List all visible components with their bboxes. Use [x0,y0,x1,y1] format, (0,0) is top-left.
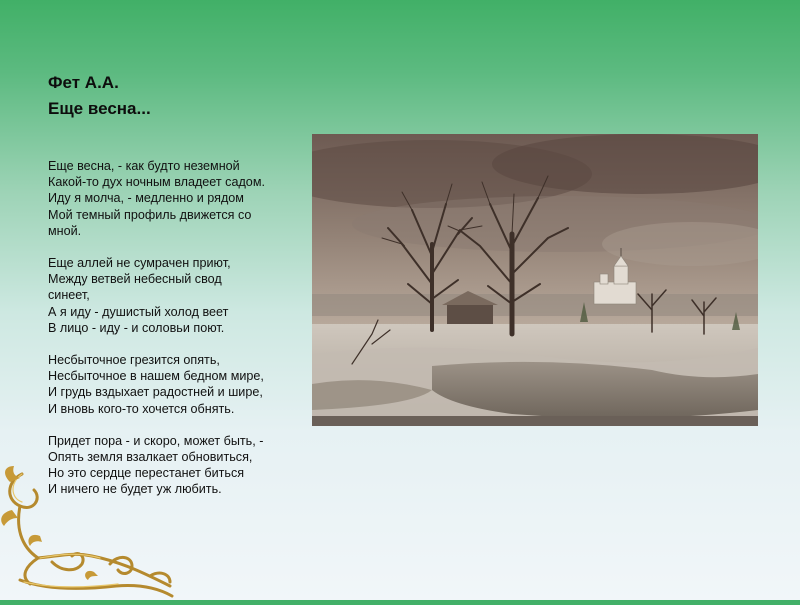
poem-line: Иду я молча, - медленно и рядом [48,191,244,206]
poem-line: Между ветвей небесный свод [48,272,222,287]
poem-line: И ничего не будет уж любить. [48,482,222,497]
poem-line: В лицо - иду - и соловьи поют. [48,320,225,335]
poem-stanza [48,352,300,417]
gold-scroll-ornament-icon [0,440,180,605]
poem-line: Еще весна, - как будто неземной [48,159,240,173]
slide-title [48,70,151,122]
poem-line: И вновь кого-то хочется обнять. [48,401,235,416]
poem-line: Мой темный профиль движется со [48,207,252,222]
poem-line: синеет, [48,288,90,303]
poem-line: мной. [48,223,82,238]
poem-line: Еще аллей не сумрачен приют, [48,256,231,271]
landscape-painting-icon [312,134,758,426]
poem-line: Несбыточное грезится опять, [48,353,220,368]
title-poem-name: Еще весна... [48,99,151,118]
poem-line: А я иду - душистый холод веет [48,304,229,319]
poem-line: И грудь вздыхает радостней и шире, [48,385,263,400]
poem-stanza [48,158,300,239]
poem-stanza [48,255,300,336]
poem-line: Придет пора - и скоро, может быть, - [48,433,264,448]
poem-line: Несбыточное в нашем бедном мире, [48,369,264,384]
title-author: Фет А.А. [48,73,119,92]
poem-line: Опять земля взалкает обновиться, [48,450,253,465]
poem-line: Какой-то дух ночным владеет садом. [48,175,265,190]
poem-line: Но это сердце перестанет биться [48,466,245,481]
